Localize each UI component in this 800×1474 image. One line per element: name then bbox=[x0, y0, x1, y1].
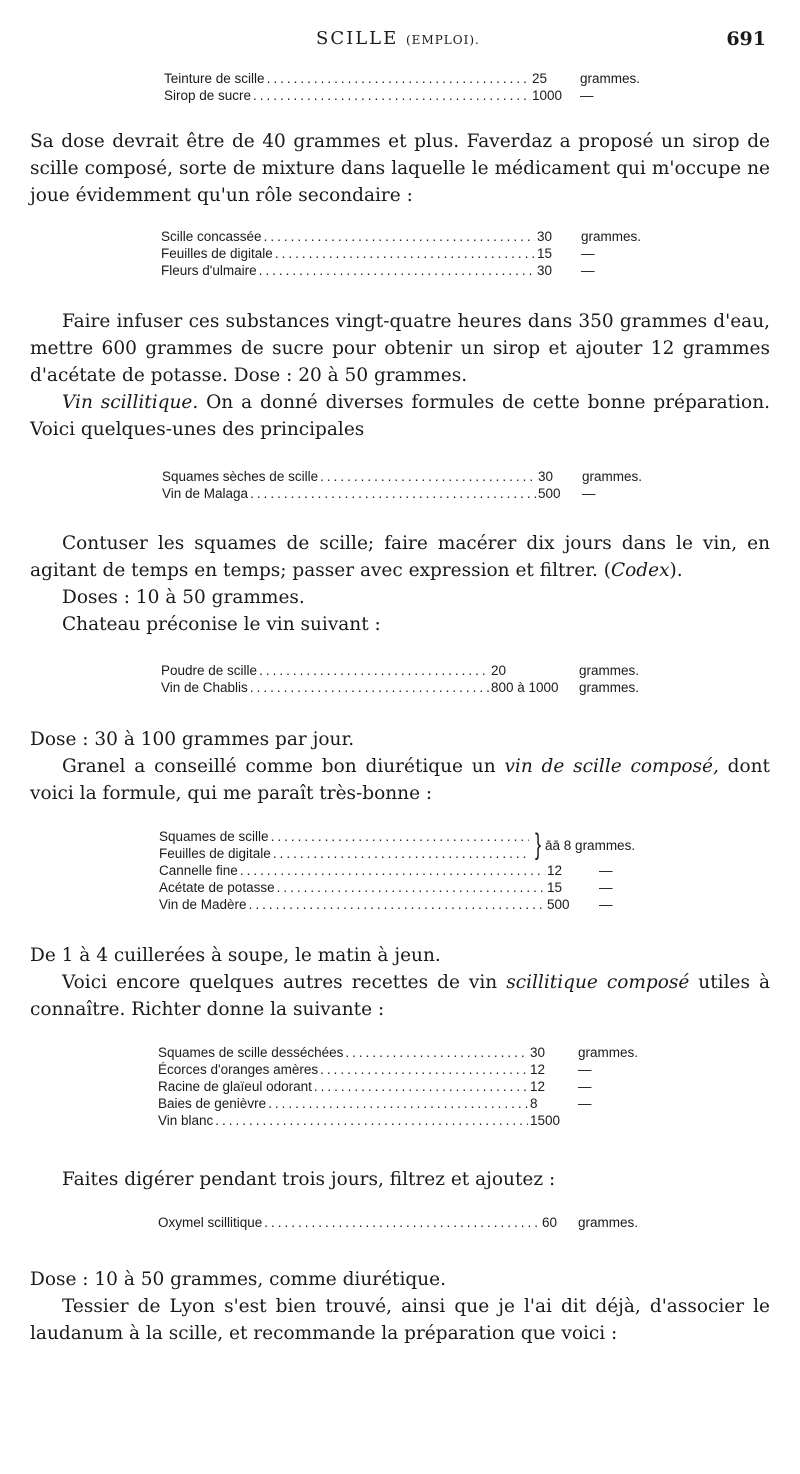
recipe-line: Squames de scille desséchées ..... 30 grammes. bbox=[158, 1044, 648, 1061]
recipe-vin-richter bbox=[158, 1044, 648, 1129]
paragraph: Dose : 10 à 50 grammes, comme diurétique. Tessier de Lyon s'est bien trouvé, ainsi que je l'ai dit déjà, d'associer le laudanum à la scille, et recommande la préparation que voici : bbox=[30, 1269, 770, 1344]
recipe-teinture bbox=[164, 70, 644, 104]
page-header bbox=[0, 28, 800, 58]
paragraph: Contuser les squames de scille; faire macérer dix jours dans le vin, en agitant de temps en temps; passer avec expression et filtrer. (Codex). Doses : 10 à 50 grammes. Chateau préconise le vin suivant : bbox=[30, 533, 770, 635]
recipe-vin-chateau bbox=[161, 662, 651, 696]
recipe-line: Feuilles de digitale ..... bbox=[159, 845, 531, 862]
paragraph: Dose : 30 à 100 grammes par jour. Granel a conseillé comme bon diurétique un vin de scille composé, dont voici la formule, qui me paraît très-bonne : bbox=[30, 729, 770, 804]
recipe-line: Feuilles de digitale ..... 15 — bbox=[161, 245, 651, 262]
recipe-line: Poudre de scille ..... 20 grammes. bbox=[161, 662, 651, 679]
recipe-line: Sirop de sucre ..... 1000 — bbox=[164, 87, 644, 104]
recipe-oxymel bbox=[158, 1214, 648, 1231]
recipe-line: Racine de glaïeul odorant ..... 12 — bbox=[158, 1078, 648, 1095]
page-number: 691 bbox=[726, 28, 766, 50]
paragraph: Faites digérer pendant trois jours, filtrez et ajoutez : bbox=[62, 1169, 556, 1190]
recipe-line: Baies de genièvre ..... 8 — bbox=[158, 1095, 648, 1112]
recipe-vin-scillitique bbox=[162, 468, 652, 502]
recipe-line: Vin de Chablis ..... 800 à 1000 grammes. bbox=[161, 679, 651, 696]
paragraph: Faire infuser ces substances vingt-quatre heures dans 350 grammes d'eau, mettre 600 grammes de sucre pour obtenir un sirop et ajouter 12 grammes d'acétate de potasse. Dose : 20 à 50 grammes. Vin scillitique. On a donné diverses formules de cette bonne préparation. Voici quelques-unes des principales bbox=[30, 311, 770, 440]
recipe-line: Oxymel scillitique ..... 60 grammes. bbox=[158, 1214, 648, 1231]
recipe-sirop-compose bbox=[161, 228, 651, 279]
recipe-line: Écorces d'oranges amères ..... 12 — bbox=[158, 1061, 648, 1078]
recipe-line: Squames de scille ..... bbox=[159, 828, 531, 845]
paragraph: Sa dose devrait être de 40 grammes et plus. Faverdaz a proposé un sirop de scille composé, sorte de mixture dans laquelle le médicament qui m'occupe ne joue évidemment qu'un rôle secondaire : bbox=[30, 131, 770, 206]
running-title: SCILLE (EMPLOI). bbox=[316, 28, 480, 49]
brace-group: Squames de scille ..... Feuilles de digitale ..... } āā 8 grammes. bbox=[159, 828, 659, 862]
recipe-line: Scille concassée ..... 30 grammes. bbox=[161, 228, 651, 245]
recipe-line: Squames sèches de scille ..... 30 grammes. bbox=[162, 468, 652, 485]
recipe-line: Vin de Malaga ..... 500 — bbox=[162, 485, 652, 502]
recipe-line: Vin blanc ..... 1500 bbox=[158, 1112, 648, 1129]
brace-symbol: } bbox=[535, 828, 542, 861]
recipe-line: Vin de Madère ..... 500 — bbox=[159, 896, 619, 913]
recipe-line: Acétate de potasse ..... 15 — bbox=[159, 879, 619, 896]
paragraph: De 1 à 4 cuillerées à soupe, le matin à jeun. Voici encore quelques autres recettes de vin scillitique composé utiles à connaître. Richter donne la suivante : bbox=[30, 945, 770, 1020]
recipe-line: Fleurs d'ulmaire ..... 30 — bbox=[161, 262, 651, 279]
recipe-line: Teinture de scille ..... 25 grammes. bbox=[164, 70, 644, 87]
recipe-line: Cannelle fine ..... 12 — bbox=[159, 862, 619, 879]
recipe-vin-granel bbox=[159, 828, 659, 913]
